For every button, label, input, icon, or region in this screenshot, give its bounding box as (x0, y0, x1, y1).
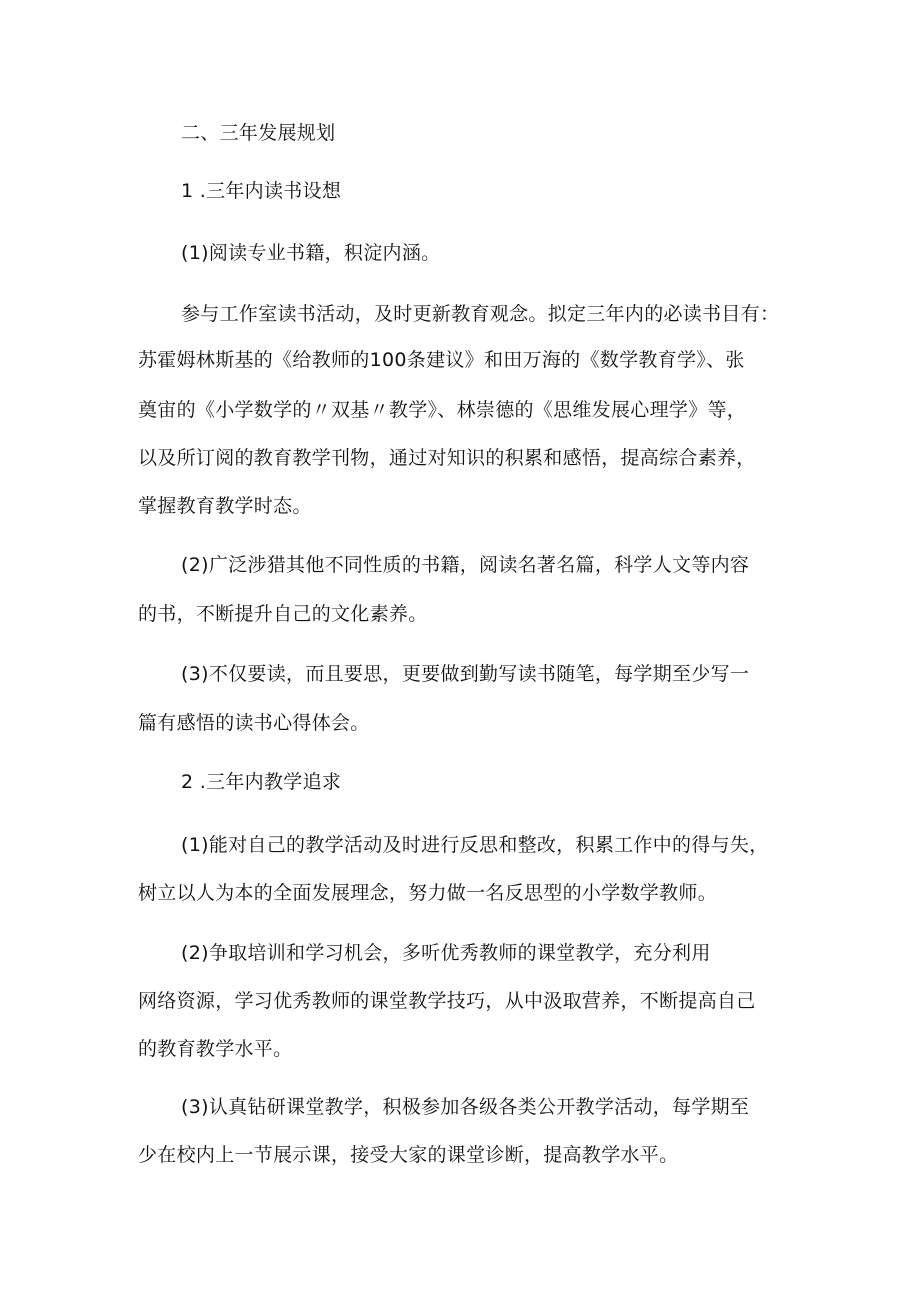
subsection-title-reading: 1 .三年内读书设想 (181, 180, 342, 202)
paragraph-line: 篇有感悟的读书心得体会。 (138, 712, 370, 734)
paragraph-line: 奠宙的《小学数学的〃双基〃教学》、林崇德的《思维发展心理学》等， (138, 399, 747, 421)
paragraph-line: (3)认真钻研课堂教学，积极参加各级各类公开教学活动，每学期至 (181, 1096, 750, 1118)
item-title-professional-books: (1)阅读专业书籍，积淀内涵。 (181, 242, 441, 264)
paragraph-line: 参与工作室读书活动，及时更新教育观念。拟定三年内的必读书目有： (181, 303, 780, 325)
paragraph-line: 苏霍姆林斯基的《给教师的100条建议》和田万海的《数学教育学》、张 (138, 349, 745, 371)
paragraph-line: (1)能对自己的教学活动及时进行反思和整改，积累工作中的得与失， (181, 834, 769, 856)
paragraph-line: 以及所订阅的教育教学刊物，通过对知识的积累和感悟，提高综合素养， (138, 447, 756, 469)
subsection-title-teaching: 2 .三年内教学追求 (181, 771, 342, 793)
paragraph-line: 的教育教学水平。 (138, 1038, 293, 1060)
section-heading: 二、三年发展规划 (181, 122, 336, 144)
paragraph-line: 少在校内上一节展示课，接受大家的课堂诊断，提高教学水平。 (138, 1144, 679, 1166)
paragraph-line: (2)广泛涉猎其他不同性质的书籍，阅读名著名篇，科学人文等内容 (181, 554, 750, 576)
paragraph-line: (2)争取培训和学习机会，多听优秀教师的课堂教学，充分利用 (181, 942, 711, 964)
paragraph-line: 掌握教育教学时态。 (138, 495, 312, 517)
paragraph-line: 树立以人为本的全面发展理念，努力做一名反思型的小学数学教师。 (138, 882, 718, 904)
paragraph-line: (3)不仅要读，而且要思，更要做到勤写读书随笔，每学期至少写一 (181, 663, 750, 685)
paragraph-line: 的书，不断提升自己的文化素养。 (138, 603, 428, 625)
paragraph-line: 网络资源，学习优秀教师的课堂教学技巧，从中汲取营养，不断提高自己 (138, 990, 756, 1012)
